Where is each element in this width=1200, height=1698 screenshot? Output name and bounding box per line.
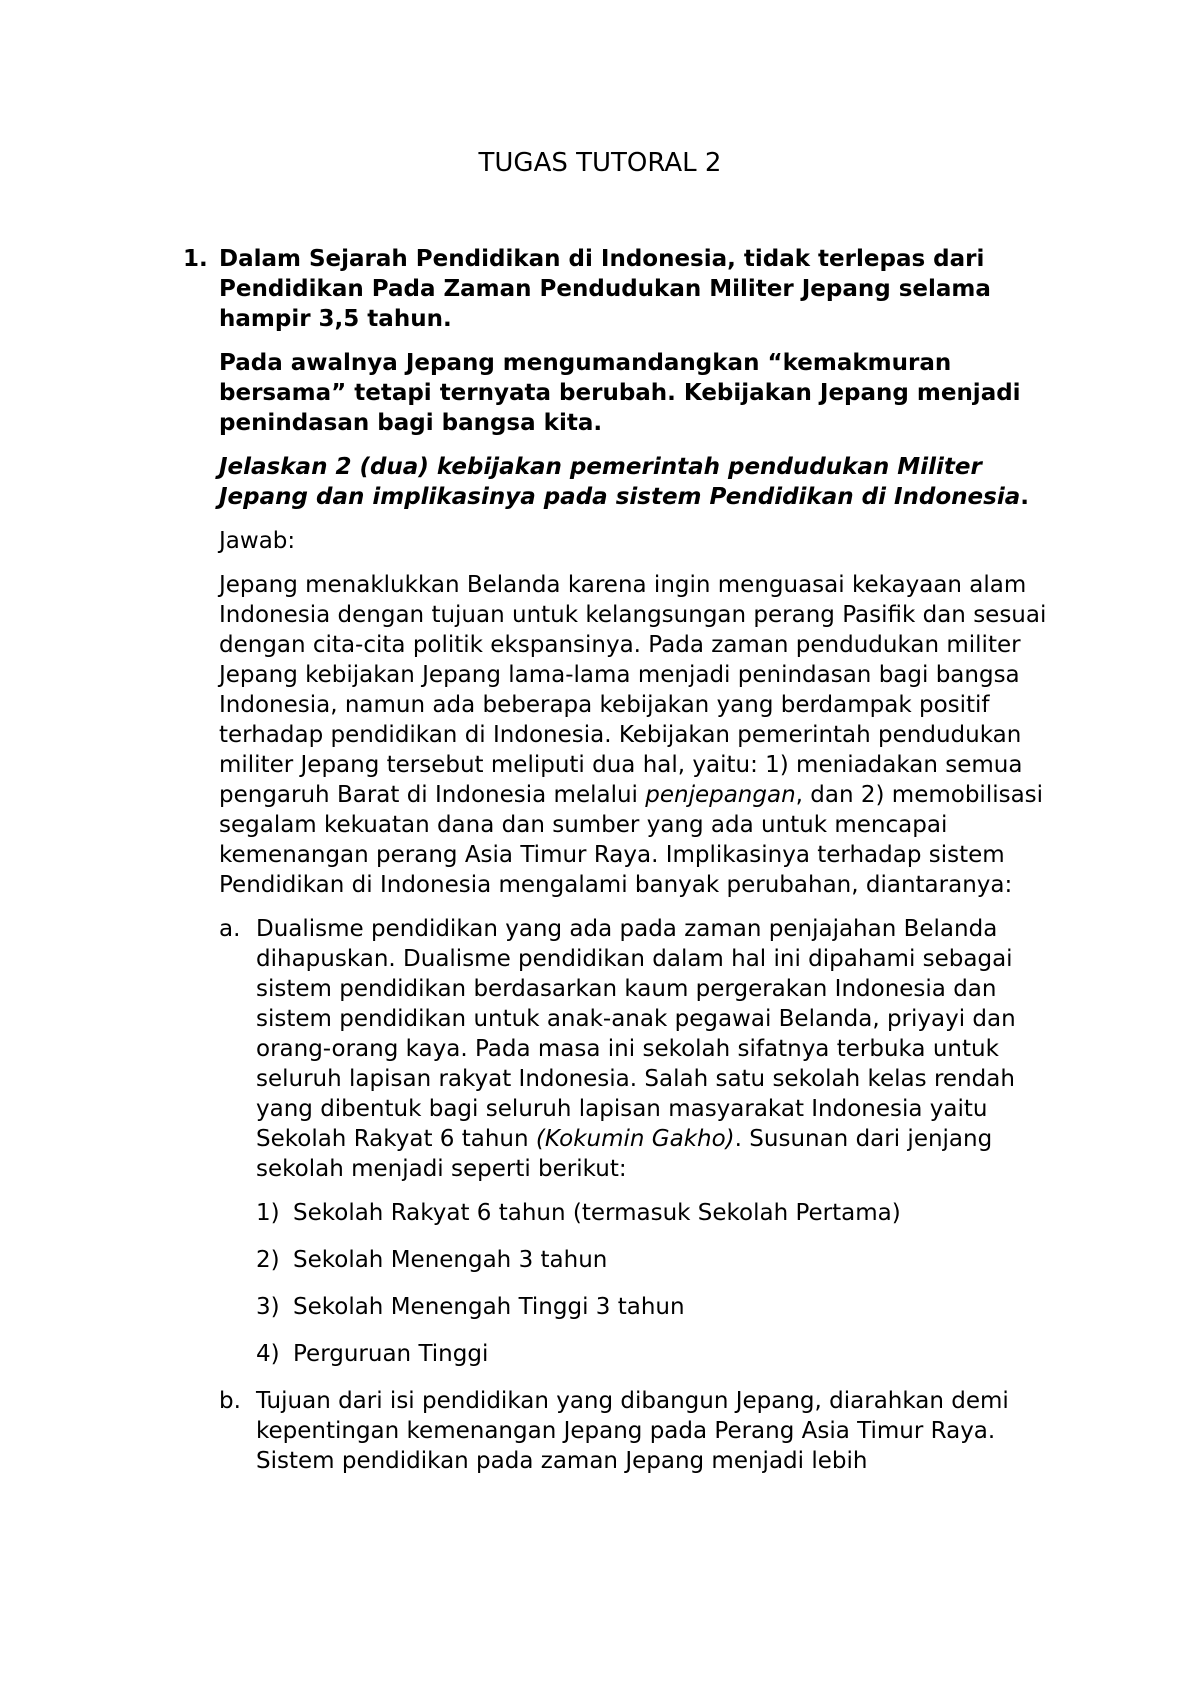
- question-task: [219, 452, 1059, 512]
- answer-intro-italic: penjepangan: [645, 782, 796, 808]
- sub-list-item: [256, 1198, 1059, 1228]
- list-item-text: Tujuan dari isi pendidikan yang dibangun Jepang, diarahkan demi kepentingan kemenangan Jepang pada Perang Asia Timur Raya. Sistem pendidikan pada zaman Jepang menjadi lebih: [256, 1388, 1009, 1474]
- sub-list-item: [256, 1245, 1059, 1275]
- answer-intro-part1: Jepang menaklukkan Belanda karena ingin menguasai kekayaan alam Indonesia dengan tujuan untuk kelangsungan perang Pasifik dan sesuai dengan cita-cita politik ekspansinya. Pada zaman pendudukan militer Jepang kebijakan Jepang lama-lama menjadi penindasan bagi bangsa Indonesia, namun ada beberapa kebijakan yang berdampak positif terhadap pendidikan di Indonesia. Kebijakan pemerintah pendudukan militer Jepang tersebut meliputi dua hal, yaitu: 1) meniadakan semua pengaruh Barat di Indonesia melalui: [219, 572, 1047, 808]
- sub-list: [219, 1198, 1059, 1369]
- list-item-label: b.: [219, 1388, 241, 1414]
- question-task-end: .: [1020, 484, 1029, 510]
- answer-intro: [219, 570, 1059, 900]
- list-item-label: a.: [219, 916, 241, 942]
- question-task-text: Jelaskan 2 (dua) kebijakan pemerintah pendudukan Militer Jepang dan implikasinya pada sistem Pendidikan di Indonesia: [219, 454, 1021, 510]
- sub-list-item-text: Perguruan Tinggi: [293, 1341, 489, 1367]
- list-item-text: [256, 914, 1059, 1184]
- list-item-b: [219, 1386, 1059, 1476]
- sub-list-item-label: 2): [256, 1247, 280, 1273]
- sub-list-item-label: 4): [256, 1341, 280, 1367]
- sub-list-item-text: Sekolah Menengah Tinggi 3 tahun: [293, 1294, 685, 1320]
- question-content: [219, 244, 1059, 1490]
- answer-intro-part2: , dan 2) memobilisasi segalam kekuatan dana dan sumber yang ada untuk mencapai kemenangan perang Asia Timur Raya. Implikasinya terhadap sistem Pendidikan di Indonesia mengalami banyak perubahan, diantaranya:: [219, 782, 1044, 898]
- list-item-text-part1: Dualisme pendidikan yang ada pada zaman penjajahan Belanda dihapuskan. Dualisme pendidikan dalam hal ini dipahami sebagai sistem pendidikan berdasarkan kaum pergerakan Indonesia dan sistem pendidikan untuk anak-anak pegawai Belanda, priyayi dan orang-orang kaya. Pada masa ini sekolah sifatnya terbuka untuk seluruh lapisan rakyat Indonesia. Salah satu sekolah kelas rendah yang dibentuk bagi seluruh lapisan masyarakat Indonesia yaitu Sekolah Rakyat 6 tahun: [256, 916, 1016, 1152]
- list-item-a: [219, 914, 1059, 1184]
- question-paragraph-2: Pada awalnya Jepang mengumandangkan “kemakmuran bersama” tetapi ternyata berubah. Kebijakan Jepang menjadi penindasan bagi bangsa kita.: [219, 350, 1021, 436]
- page-title: TUGAS TUTORAL 2: [478, 148, 722, 178]
- list-item-text-italic: (Kokumin Gakho): [535, 1126, 735, 1152]
- sub-list-item: [256, 1339, 1059, 1369]
- list-item-text-part2: . Susunan dari jenjang sekolah menjadi seperti berikut:: [256, 1126, 993, 1182]
- sub-list-item-text: Sekolah Menengah 3 tahun: [293, 1247, 608, 1273]
- sub-list-item-text: Sekolah Rakyat 6 tahun (termasuk Sekolah Pertama): [293, 1200, 901, 1226]
- question-paragraph-1: Dalam Sejarah Pendidikan di Indonesia, tidak terlepas dari Pendidikan Pada Zaman Pendudukan Militer Jepang selama hampir 3,5 tahun.: [219, 246, 991, 332]
- answer-label: Jawab:: [219, 528, 296, 554]
- sub-list-item: [256, 1292, 1059, 1322]
- question-number: 1.: [183, 246, 208, 272]
- sub-list-item-label: 1): [256, 1200, 280, 1226]
- sub-list-item-label: 3): [256, 1294, 280, 1320]
